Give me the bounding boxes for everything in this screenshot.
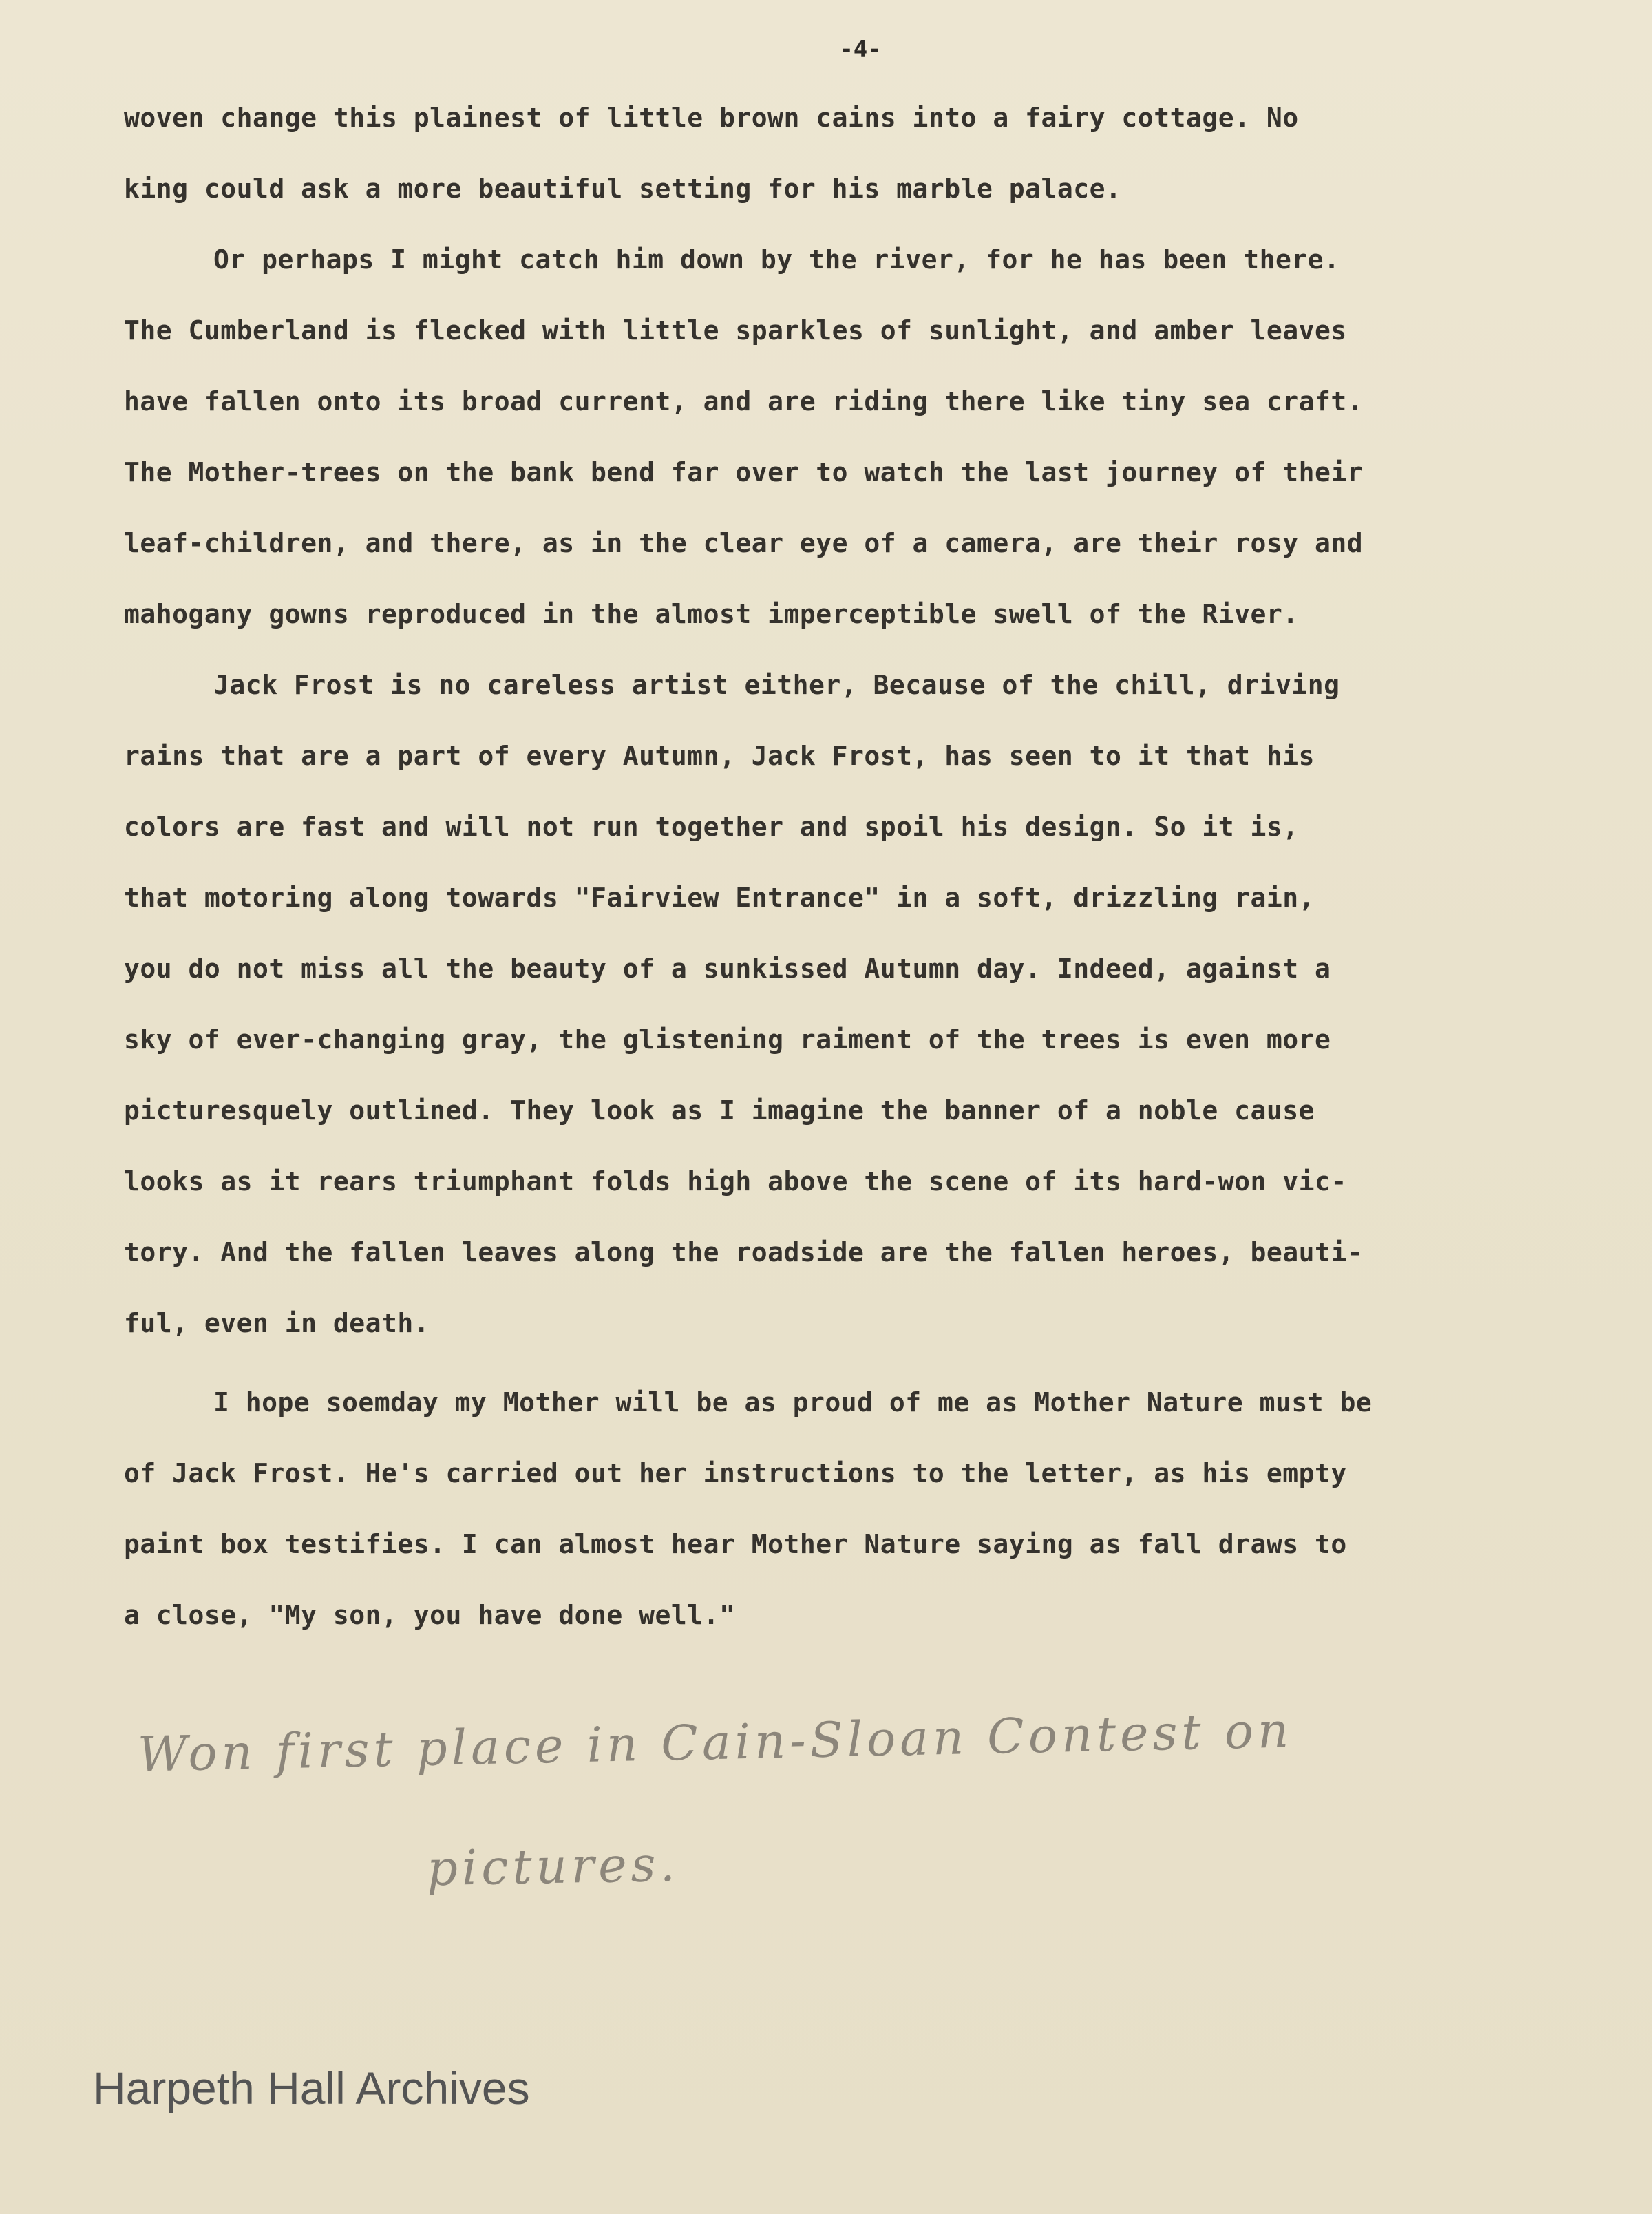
typescript-line: have fallen onto its broad current, and are riding there like tiny sea craft. xyxy=(124,386,1364,417)
handwritten-note-line-1: Won first place in Cain-Sloan Contest on xyxy=(137,1702,1293,1783)
typescript-line: colors are fast and will not run together and spoil his design. So it is, xyxy=(124,812,1299,842)
typescript-body xyxy=(124,83,1514,1651)
archive-watermark: Harpeth Hall Archives xyxy=(93,2063,530,2113)
typescript-line: The Cumberland is flecked with little sparkles of sunlight, and amber leaves xyxy=(124,315,1347,346)
typescript-line: ful, even in death. xyxy=(124,1308,430,1338)
typescript-line: leaf-children, and there, as in the clear eye of a camera, are their rosy and xyxy=(124,528,1364,558)
typescript-line: looks as it rears triumphant folds high above the scene of its hard-won vic- xyxy=(124,1166,1347,1196)
typescript-line: I hope soemday my Mother will be as proud of me as Mother Nature must be xyxy=(213,1387,1373,1417)
typescript-line: rains that are a part of every Autumn, Jack Frost, has seen to it that his xyxy=(124,741,1315,771)
typescript-line: sky of ever-changing gray, the glistening raiment of the trees is even more xyxy=(124,1024,1331,1055)
typescript-line: a close, "My son, you have done well." xyxy=(124,1600,736,1630)
typescript-line: The Mother-trees on the bank bend far over to watch the last journey of their xyxy=(124,457,1364,487)
typescript-line: that motoring along towards "Fairview Entrance" in a soft, drizzling rain, xyxy=(124,883,1315,913)
handwritten-note-line-2: pictures. xyxy=(426,1835,680,1897)
typescript-line: Or perhaps I might catch him down by the river, for he has been there. xyxy=(213,244,1340,275)
typescript-line: you do not miss all the beauty of a sunkissed Autumn day. Indeed, against a xyxy=(124,953,1331,984)
typescript-line: picturesquely outlined. They look as I imagine the banner of a noble cause xyxy=(124,1095,1315,1126)
typescript-line: woven change this plainest of little brown cains into a fairy cottage. No xyxy=(124,103,1299,133)
typescript-line: mahogany gowns reproduced in the almost imperceptible swell of the River. xyxy=(124,599,1299,629)
page-number: -4- xyxy=(839,36,882,63)
typescript-line: Jack Frost is no careless artist either, Because of the chill, driving xyxy=(213,670,1340,700)
typescript-line: of Jack Frost. He's carried out her instructions to the letter, as his empty xyxy=(124,1458,1347,1488)
typescript-line: king could ask a more beautiful setting for his marble palace. xyxy=(124,173,1122,204)
typescript-line: tory. And the fallen leaves along the roadside are the fallen heroes, beauti- xyxy=(124,1237,1364,1267)
typescript-line: paint box testifies. I can almost hear Mother Nature saying as fall draws to xyxy=(124,1529,1347,1559)
